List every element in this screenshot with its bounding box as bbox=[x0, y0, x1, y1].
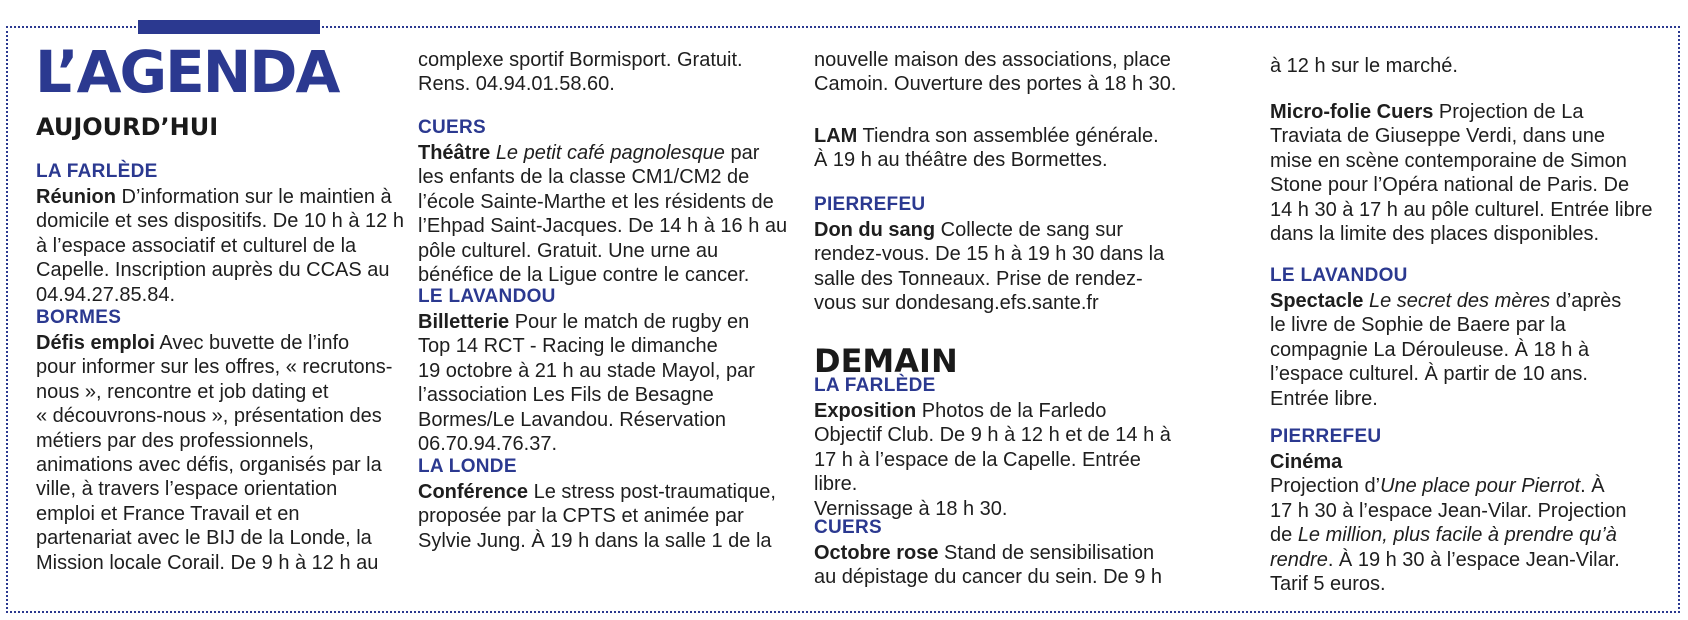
entry-text: Théâtre Le petit café pagnolesque par les enfants de la classe CM1/CM2 de l’école Sainte-Marthe et les résidents de l’Ehpad Saint-Jacques. De 14 h à 16 h au pôle culturel. Gratuit. Une urne au bénéfice de la Ligue contre le cancer. bbox=[418, 142, 788, 287]
town-heading: LE LAVANDOU bbox=[418, 286, 556, 307]
entry-text: Défis emploi Avec buvette de l’info pour informer sur les offres, « recrutons- nous », rencontre et job dating et « découvrons-nous », présentation des métiers par des professionnels, animations avec défis, organisés par la ville, à travers l’espace orientation emploi et France Travail et en partenariat avec le BIJ de la Londe, la Mission locale Corail. De 9 h à 12 h au bbox=[36, 332, 393, 574]
town-heading: LA LONDE bbox=[418, 456, 517, 477]
entry-text: Billetterie Pour le match de rugby en Top 14 RCT - Racing le dimanche 19 octobre à 21 h au stade Mayol, par l’association Les Fils de Besagne Bormes/Le Lavandou. Réservation 06.70.94.76.37. bbox=[418, 311, 755, 456]
entry-lead: Cinéma bbox=[1270, 451, 1343, 473]
town-heading: CUERS bbox=[814, 517, 883, 538]
town-heading: LA FARLÈDE bbox=[36, 161, 158, 182]
entry-lead: Théâtre bbox=[418, 142, 491, 164]
entry-lead: Défis emploi bbox=[36, 332, 155, 354]
entry-lead: Octobre rose bbox=[814, 542, 939, 564]
entry-pierrefeu-tomorrow bbox=[1270, 426, 1660, 596]
entry-la-londe bbox=[418, 456, 788, 553]
entry-continued: complexe sportif Bormisport. Gratuit. Rens. 04.94.01.58.60. bbox=[418, 49, 743, 96]
entry-text: Don du sang Collecte de sang sur rendez-vous. De 15 h à 19 h 30 dans la salle des Tonneaux. Prise de rendez- vous sur dondesang.efs.sante.fr bbox=[814, 219, 1165, 315]
entry-lead: Micro-folie Cuers bbox=[1270, 101, 1434, 123]
entry-lead: Spectacle bbox=[1270, 290, 1364, 312]
event-title: Le petit café pagnolesque bbox=[495, 142, 725, 164]
entry-micro-folie: Micro-folie Cuers Projection de La Traviata de Giuseppe Verdi, dans une mise en scène contemporaine de Simon Stone pour l’Opéra national de Paris. De 14 h 30 à 17 h au pôle culturel. Entrée libre dans la limite des places disponibles. bbox=[1270, 101, 1653, 246]
agenda-title: L’AGENDA bbox=[35, 38, 339, 106]
entry-bormes bbox=[36, 307, 416, 575]
entry-lead: Réunion bbox=[36, 186, 116, 208]
entry-continued: nouvelle maison des associations, place Camoin. Ouverture des portes à 18 h 30. bbox=[814, 49, 1177, 96]
town-heading: CUERS bbox=[418, 117, 487, 138]
town-heading: LE LAVANDOU bbox=[1270, 265, 1408, 286]
town-heading: PIERREFEU bbox=[1270, 426, 1382, 447]
event-title: rendre bbox=[1270, 548, 1328, 571]
entry-text: Cinéma Projection d’Une place pour Pierrot. À 17 h 30 à l’espace Jean-Vilar. Projection de Le million, plus facile à prendre qu’à rendre. À 19 h 30 à l’espace Jean-Vilar. Tarif 5 euros. bbox=[1270, 450, 1660, 596]
event-title: Le million, plus facile à prendre qu’à bbox=[1297, 524, 1617, 547]
entry-text: Exposition Photos de la Farledo Objectif Club. De 9 h à 12 h et de 14 h à 17 h à l’espace de la Capelle. Entrée libre. Vernissage à 18 h 30. bbox=[814, 400, 1171, 520]
town-heading: LA FARLÈDE bbox=[814, 375, 936, 396]
entry-pierrefeu bbox=[814, 194, 1184, 316]
entry-lead: Don du sang bbox=[814, 219, 936, 241]
entry-lead: Billetterie bbox=[418, 311, 510, 333]
entry-lead: Conférence bbox=[418, 481, 529, 503]
entry-le-lavandou bbox=[418, 286, 788, 456]
entry-continued: à 12 h sur le marché. bbox=[1270, 55, 1458, 77]
entry-la-farlede bbox=[36, 161, 416, 307]
entry-lead: Exposition bbox=[814, 400, 917, 422]
entry-text: Conférence Le stress post-traumatique, proposée par la CPTS et animée par Sylvie Jung. À 19 h dans la salle 1 de la bbox=[418, 481, 776, 552]
town-heading: BORMES bbox=[36, 307, 122, 328]
entry-text: Spectacle Le secret des mères d’après le livre de Sophie de Baere par la compagnie La Dérouleuse. À 18 h à l’espace culturel. À partir de 10 ans. Entrée libre. bbox=[1270, 290, 1622, 410]
tomorrow-heading: DEMAIN bbox=[814, 342, 958, 380]
entry-lead: LAM bbox=[814, 125, 858, 147]
header-accent-bar bbox=[138, 20, 320, 34]
entry-text: Octobre rose Stand de sensibilisation au dépistage du cancer du sein. De 9 h bbox=[814, 542, 1163, 589]
entry-lam: LAM Tiendra son assemblée générale. À 19 h au théâtre des Bormettes. bbox=[814, 125, 1159, 172]
today-heading: AUJOURD’HUI bbox=[36, 113, 219, 141]
entry-text: Réunion D’information sur le maintien à domicile et ses dispositifs. De 10 h à 12 h à l’espace associatif et culturel de la Capelle. Inscription auprès du CCAS au 04.94.27.85.84. bbox=[36, 186, 404, 306]
entry-le-lavandou-tomorrow bbox=[1270, 265, 1660, 411]
town-heading: PIERREFEU bbox=[814, 194, 926, 215]
entry-cuers-tomorrow bbox=[814, 517, 1184, 590]
entry-la-farlede-tomorrow bbox=[814, 375, 1184, 521]
event-title: Une place pour Pierrot bbox=[1380, 475, 1581, 498]
entry-cuers bbox=[418, 117, 788, 287]
event-title: Le secret des mères bbox=[1368, 290, 1551, 312]
